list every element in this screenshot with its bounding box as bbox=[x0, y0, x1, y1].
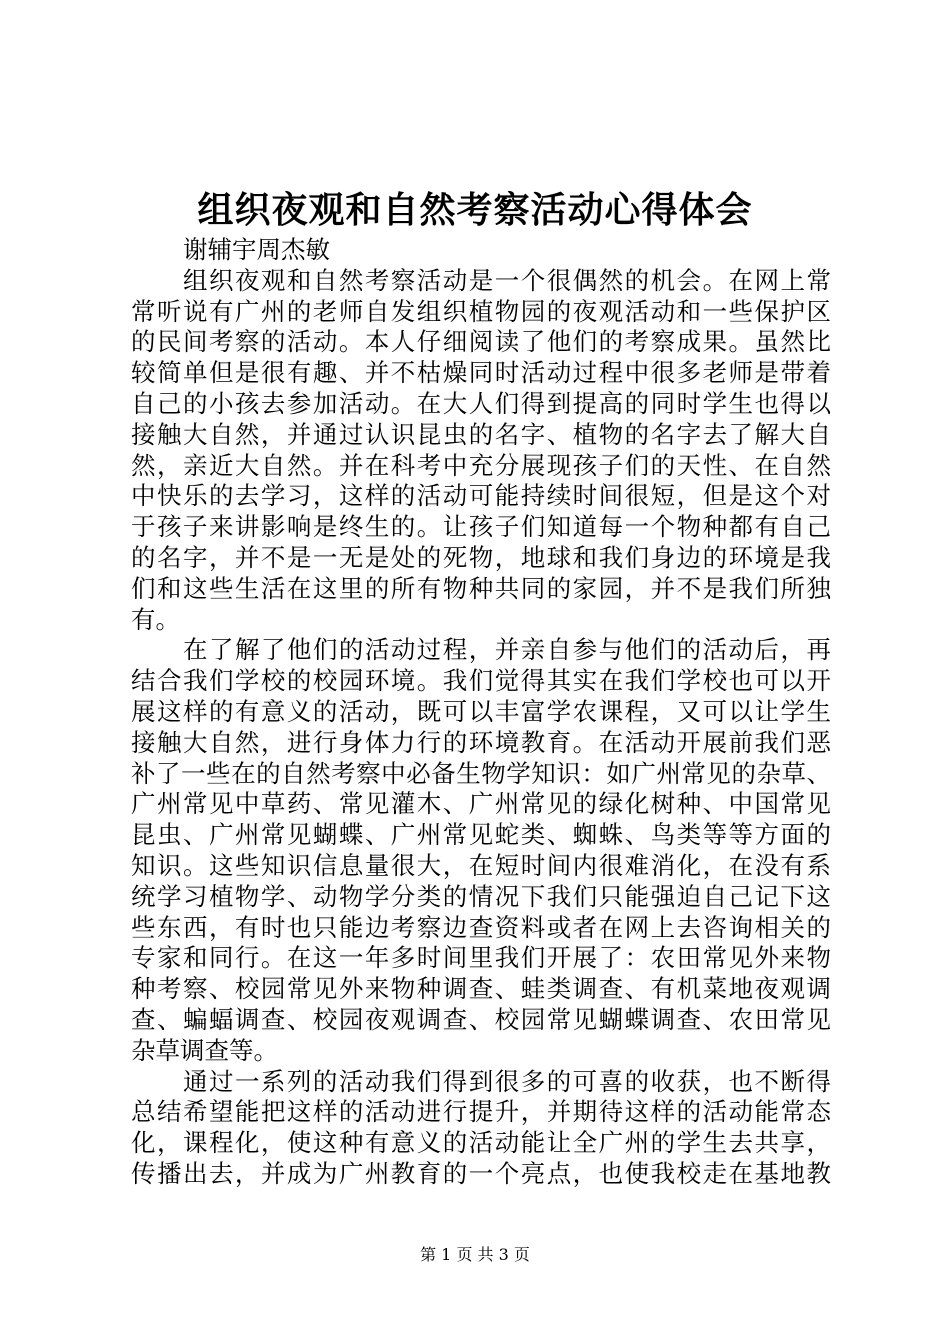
paragraph-line: 统学习植物学、动物学分类的情况下我们只能强迫自己记下这 bbox=[131, 881, 831, 911]
page-number: 第 1 页 共 3 页 bbox=[420, 1245, 530, 1264]
paragraph-line: 专家和同行。在这一年多时间里我们开展了：农田常见外来物 bbox=[131, 943, 831, 973]
document-body bbox=[131, 235, 831, 1190]
document-title: 组织夜观和自然考察活动心得体会 bbox=[197, 189, 753, 231]
paragraph-line: 化，课程化，使这种有意义的活动能让全广州的学生去共享， bbox=[131, 1128, 831, 1158]
author-line: 谢辅宇周杰敏 bbox=[183, 235, 330, 264]
paragraph-line: 中快乐的去学习，这样的活动可能持续时间很短，但是这个对 bbox=[131, 481, 831, 511]
paragraph-line: 查、蝙蝠调查、校园夜观调查、校园常见蝴蝶调查、农田常见 bbox=[131, 1004, 831, 1034]
paragraph-line: 种考察、校园常见外来物种调查、蛙类调查、有机菜地夜观调 bbox=[131, 974, 831, 1004]
paragraph-line: 广州常见中草药、常见灌木、广州常见的绿化树种、中国常见 bbox=[131, 789, 831, 819]
paragraph-line: 较简单但是很有趣、并不枯燥同时活动过程中很多老师是带着 bbox=[131, 358, 831, 388]
paragraph-line: 在了解了他们的活动过程，并亲自参与他们的活动后，再 bbox=[183, 635, 831, 665]
paragraph-line: 常听说有广州的老师自发组织植物园的夜观活动和一些保护区 bbox=[131, 296, 831, 326]
paragraph-line: 传播出去，并成为广州教育的一个亮点，也使我校走在基地教 bbox=[131, 1158, 831, 1188]
paragraph-line: 然，亲近大自然。并在科考中充分展现孩子们的天性、在自然 bbox=[131, 450, 831, 480]
paragraph-line: 杂草调查等。 bbox=[131, 1035, 278, 1065]
paragraph-line: 些东西，有时也只能边考察边查资料或者在网上去咨询相关的 bbox=[131, 912, 831, 942]
paragraph-line: 昆虫、广州常见蝴蝶、广州常见蛇类、蜘蛛、鸟类等等方面的 bbox=[131, 820, 831, 850]
paragraph-line: 于孩子来讲影响是终生的。让孩子们知道每一个物种都有自己 bbox=[131, 512, 831, 542]
paragraph-line: 展这样的有意义的活动，既可以丰富学农课程，又可以让学生 bbox=[131, 696, 831, 726]
paragraph-line: 总结希望能把这样的活动进行提升，并期待这样的活动能常态 bbox=[131, 1097, 831, 1127]
paragraph-line: 有。 bbox=[131, 604, 180, 634]
paragraph-line: 知识。这些知识信息量很大，在短时间内很难消化，在没有系 bbox=[131, 850, 831, 880]
paragraph-line: 组织夜观和自然考察活动是一个很偶然的机会。在网上常 bbox=[183, 265, 831, 295]
paragraph-line: 接触大自然，进行身体力行的环境教育。在活动开展前我们恶 bbox=[131, 727, 831, 757]
paragraph-line: 补了一些在的自然考察中必备生物学知识：如广州常见的杂草、 bbox=[131, 758, 831, 788]
paragraph-line: 通过一系列的活动我们得到很多的可喜的收获，也不断得 bbox=[183, 1066, 831, 1096]
paragraph-line: 接触大自然，并通过认识昆虫的名字、植物的名字去了解大自 bbox=[131, 419, 831, 449]
paragraph-line: 们和这些生活在这里的所有物种共同的家园，并不是我们所独 bbox=[131, 573, 831, 603]
paragraph-line: 的名字，并不是一无是处的死物，地球和我们身边的环境是我 bbox=[131, 542, 831, 572]
paragraph-line: 结合我们学校的校园环境。我们觉得其实在我们学校也可以开 bbox=[131, 666, 831, 696]
paragraph-line: 的民间考察的活动。本人仔细阅读了他们的考察成果。虽然比 bbox=[131, 327, 831, 357]
paragraph-line: 自己的小孩去参加活动。在大人们得到提高的同时学生也得以 bbox=[131, 388, 831, 418]
